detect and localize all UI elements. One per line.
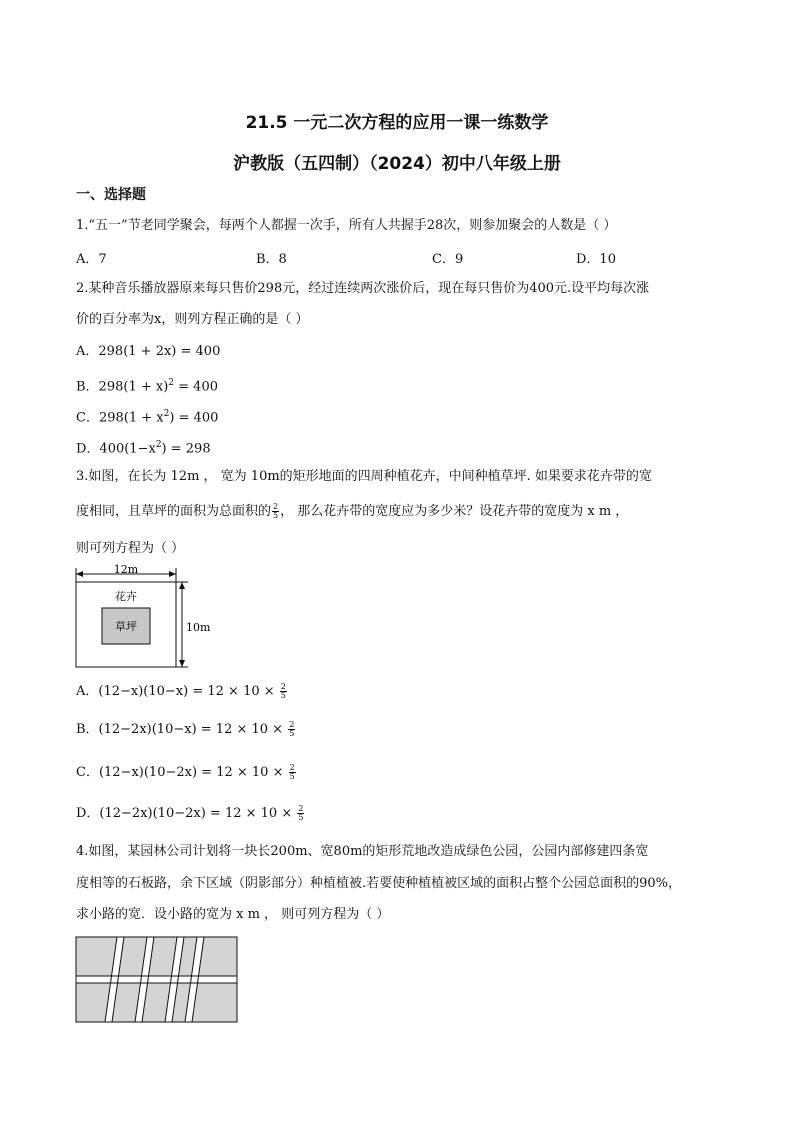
question-1-option-a: A．7 [76,252,107,267]
question-2-stem-line1: 2.某种音乐播放器原来每只售价298元，经过连续两次涨价后，现在每只售价为400元.设平均每次涨 [76,281,650,296]
question-3-figure [74,563,211,670]
question-3-option-a: A．(12−x)(10−x) = 12 × 10 × $\frac{2}{5}$ [76,682,286,700]
question-3-stem-line3: 则可列方程为（ ） [76,541,185,556]
figure-inner-label: 草坪 [115,620,137,633]
question-1-option-d: D．10 [576,252,616,267]
question-1-option-c: C．9 [432,252,464,267]
document-title-line2: 沪教版（五四制）（2024）初中八年级上册 [233,154,561,174]
question-1-option-b: B．8 [256,252,287,267]
question-2-option-d: D．$400(1-x^2) = 298$ [76,440,211,457]
question-4-stem-line1: 4.如图，某园林公司计划将一块长200m、宽80m的矩形荒地改造成绿色公园，公园内部修建四条宽 [76,844,649,859]
document-title-line1: 21.5 一元二次方程的应用一课一练数学 [245,113,549,133]
question-3-option-b: B．(12−2x)(10−x) = 12 × 10 × $\frac{2}{5}$ [76,720,295,738]
figure-height-label: 10m [186,621,211,634]
figure-width-label: 12m [113,563,139,576]
question-3-stem-line2: 度相同，且草坪的面积为总面积的 $\frac{2}{5}$ ， 那么花卉带的宽度应为多少米？设花卉带的宽度为 x m ， [76,502,629,520]
section-heading-choice: 一、选择题 [76,187,146,203]
fraction-two-fifths: $\frac{2}{5}$ [273,502,279,520]
question-2-stem-line2: 价的百分率为x，则列方程正确的是（ ） [76,312,309,327]
question-2-option-a: A．298(1 + 2x) = 400 [76,344,221,359]
horizontal-path [77,976,237,983]
question-2-option-c: C．$298(1 + x^2) = 400$ [76,409,219,426]
question-1-stem: 1.“五一”节老同学聚会，每两个人都握一次手，所有人共握手28次，则参加聚会的人数是（ ） [76,218,617,233]
question-3-stem-line1: 3.如图，在长为 12m ， 宽为 10m的矩形地面的四周种植花卉，中间种植草坪. 如果要求花卉带的宽 [76,469,652,484]
figure-outer-label: 花卉 [115,590,137,603]
question-4-figure [75,936,239,1024]
question-4-stem-line3: 求小路的宽．设小路的宽为 x m ， 则可列方程为（ ） [76,907,390,922]
question-2-option-b: B．$298(1 + x)^2 = 400$ [76,378,218,395]
question-3-option-c: C．(12−x)(10−2x) = 12 × 10 × $\frac{2}{5}$ [76,763,295,781]
question-3-option-d: D．(12−2x)(10−2x) = 12 × 10 × $\frac{2}{5}$ [76,804,304,822]
question-4-stem-line2: 度相等的石板路，余下区域（阴影部分）种植植被.若要使种植植被区域的面积占整个公园总面积的90%， [76,876,682,891]
